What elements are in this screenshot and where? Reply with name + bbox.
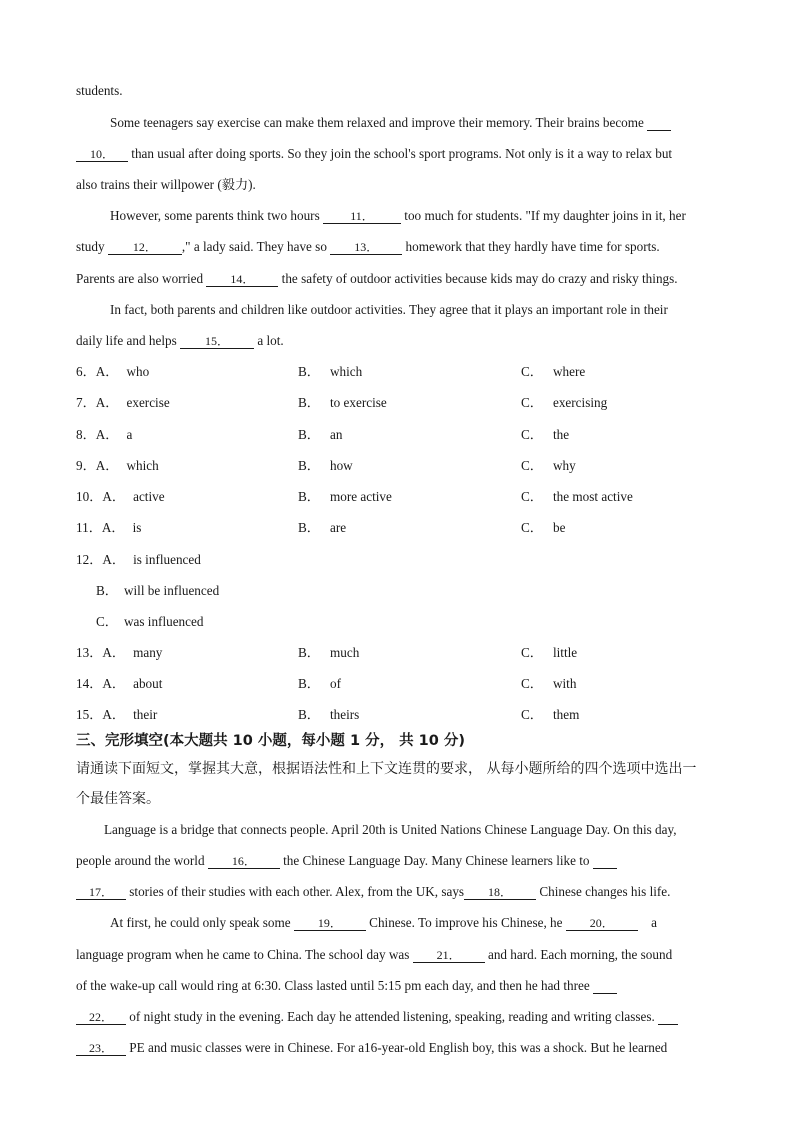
passage-line: [76, 82, 750, 100]
option-c[interactable]: where: [552, 364, 586, 379]
answer-blank[interactable]: [464, 885, 536, 900]
option-letter: C．: [521, 707, 543, 722]
passage-line: [76, 1008, 750, 1026]
text: than usual after doing sports. So they join the school's sport programs. Not only is it a way to relax but: [131, 146, 673, 161]
option-a[interactable]: active: [133, 489, 165, 504]
text: homework that they hardly have time for sports.: [405, 239, 660, 254]
option-b-group: [298, 457, 353, 475]
answer-blank[interactable]: [76, 147, 128, 162]
answer-blank[interactable]: [208, 854, 280, 869]
passage-line: [76, 946, 750, 964]
option-b[interactable]: how: [329, 458, 353, 473]
text: In fact, both parents and children like outdoor activities. They agree that it plays an important role in their: [110, 302, 668, 317]
answer-blank[interactable]: [413, 948, 485, 963]
option-c[interactable]: be: [552, 520, 566, 535]
option-c-group: [521, 675, 576, 693]
option-c-group: [521, 519, 565, 537]
option-b-group: [298, 488, 392, 506]
option-letter: C．: [521, 520, 543, 535]
option-b-group: [298, 519, 346, 537]
answer-blank[interactable]: [294, 916, 366, 931]
answer-blank[interactable]: [76, 1010, 126, 1025]
text: people around the world: [76, 853, 205, 868]
blank-number: 17．: [88, 885, 113, 899]
option-letter: B．: [298, 364, 320, 379]
option-letter: C．: [521, 458, 543, 473]
question-9: [76, 457, 159, 475]
question-number: 7．A．: [76, 395, 119, 410]
passage-line: [76, 1039, 750, 1057]
blank-number: 21．: [436, 948, 461, 962]
passage-line: [76, 270, 750, 288]
option-b-group: [298, 706, 359, 724]
passage-line: [76, 176, 750, 194]
option-letter: C．: [521, 364, 543, 379]
question-number: 11．A．: [76, 520, 125, 535]
text: However, some parents think two hours: [110, 208, 320, 223]
text: Chinese changes his life.: [539, 884, 671, 899]
question-14: [76, 675, 162, 693]
answer-blank[interactable]: [658, 1010, 678, 1025]
blank-number: 11．: [350, 209, 374, 223]
option-b-group: [96, 582, 219, 600]
question-6: [76, 363, 149, 381]
passage-line: [110, 301, 750, 319]
option-letter: C．: [521, 645, 543, 660]
option-b[interactable]: of: [329, 676, 341, 691]
option-letter: B．: [298, 520, 320, 535]
option-b[interactable]: are: [329, 520, 347, 535]
passage-line: [104, 821, 750, 839]
text: stories of their studies with each other. Alex, from the UK, says: [129, 884, 465, 899]
option-a[interactable]: a: [126, 427, 133, 442]
blank-number: 12．: [132, 240, 157, 254]
passage-line: [110, 114, 750, 132]
text: a lot.: [257, 333, 284, 348]
option-a[interactable]: exercise: [126, 395, 170, 410]
option-letter: C．: [96, 614, 118, 629]
passage-line: [76, 332, 750, 350]
question-12: [76, 551, 201, 569]
instructions: 请通读下面短文，掌握其大意，根据语法性和上下文连贯的要求， 从每小题所给的四个选项中选出一: [76, 761, 697, 777]
passage-line: [76, 977, 750, 995]
option-letter: B．: [298, 676, 320, 691]
option-a[interactable]: many: [133, 645, 163, 660]
option-letter: B．: [298, 458, 320, 473]
option-a[interactable]: who: [126, 364, 150, 379]
option-b[interactable]: which: [329, 364, 363, 379]
option-c[interactable]: the most active: [552, 489, 633, 504]
option-b[interactable]: an: [329, 427, 343, 442]
option-c-group: [521, 488, 633, 506]
text: students.: [76, 83, 123, 98]
text: language program when he came to China. The school day was: [76, 947, 410, 962]
text: Language is a bridge that connects people. April 20th is United Nations Chinese Language Day. On this day,: [104, 822, 677, 837]
text: ," a lady said. They have so: [181, 239, 327, 254]
blank-number: 14．: [230, 272, 255, 286]
option-a[interactable]: about: [133, 676, 163, 691]
text: also trains their willpower (毅力).: [76, 177, 256, 192]
option-letter: B．: [298, 489, 320, 504]
option-letter: B．: [298, 707, 320, 722]
text: and hard. Each morning, the sound: [487, 947, 673, 962]
blank-number: 10．: [89, 147, 114, 161]
blank-number: 19．: [317, 916, 342, 930]
option-c-group: [521, 426, 569, 444]
question-10: [76, 488, 165, 506]
option-b[interactable]: more active: [329, 489, 392, 504]
question-number: 9．A．: [76, 458, 119, 473]
option-b[interactable]: to exercise: [329, 395, 387, 410]
option-b-group: [298, 426, 342, 444]
option-letter: C．: [521, 676, 543, 691]
text: of the wake-up call would ring at 6:30. Class lasted until 5:15 pm each day, and then he had three: [76, 978, 590, 993]
text: daily life and helps: [76, 333, 177, 348]
text: too much for students. "If my daughter joins in it, her: [404, 208, 686, 223]
text: Chinese. To improve his Chinese, he: [369, 915, 563, 930]
option-c[interactable]: was influenced: [123, 614, 204, 629]
option-b[interactable]: will be influenced: [123, 583, 220, 598]
option-letter: B．: [298, 395, 320, 410]
question-number: 15．A．: [76, 707, 126, 722]
option-b-group: [298, 363, 362, 381]
question-13: [76, 644, 162, 662]
option-c-group: [521, 394, 607, 412]
passage-line: [76, 883, 750, 901]
answer-blank[interactable]: [323, 209, 401, 224]
question-number: 10．A．: [76, 489, 126, 504]
option-c-group: [521, 644, 577, 662]
option-b-group: [298, 394, 387, 412]
question-15: [76, 706, 157, 724]
passage-line: [110, 914, 750, 932]
section-heading: 三、完形填空(本大题共 10 小题，每小题 1 分， 共 10 分): [76, 733, 466, 749]
option-a[interactable]: which: [126, 458, 159, 473]
option-a[interactable]: their: [133, 707, 158, 722]
option-c[interactable]: the: [552, 427, 570, 442]
blank-number: 16．: [231, 854, 256, 868]
answer-blank[interactable]: [593, 854, 617, 869]
answer-blank[interactable]: [76, 1041, 126, 1056]
text: a: [651, 915, 657, 930]
answer-blank[interactable]: [330, 240, 402, 255]
option-letter: B．: [298, 427, 320, 442]
text: Some teenagers say exercise can make them relaxed and improve their memory. Their brains become: [110, 115, 644, 130]
passage-line: [110, 207, 750, 225]
answer-blank[interactable]: [76, 885, 126, 900]
option-letter: C．: [521, 427, 543, 442]
text: study: [76, 239, 105, 254]
text: PE and music classes were in Chinese. For a16-year-old English boy, this was a shock. But he learned: [129, 1040, 668, 1055]
blank-number: 13．: [354, 240, 379, 254]
answer-blank[interactable]: [647, 116, 671, 131]
blank-number: 20．: [589, 916, 614, 930]
option-c[interactable]: exercising: [552, 395, 608, 410]
question-number: 12．A．: [76, 552, 126, 567]
question-7: [76, 394, 170, 412]
option-b-group: [298, 675, 341, 693]
text: At first, he could only speak some: [110, 915, 291, 930]
answer-blank[interactable]: [566, 916, 638, 931]
instructions: 个最佳答案。: [76, 791, 160, 807]
question-number: 6．A．: [76, 364, 119, 379]
passage-line: [76, 145, 750, 163]
option-c-group: [96, 613, 203, 631]
option-a[interactable]: is: [132, 520, 142, 535]
question-number: 14．A．: [76, 676, 126, 691]
text: of night study in the evening. Each day he attended listening, speaking, reading and writing classes.: [129, 1009, 655, 1024]
text: Parents are also worried: [76, 271, 204, 286]
blank-number: 22．: [88, 1010, 113, 1024]
option-c-group: [521, 457, 576, 475]
question-number: 13．A．: [76, 645, 126, 660]
option-c-group: [521, 706, 579, 724]
answer-blank[interactable]: [206, 272, 278, 287]
answer-blank[interactable]: [108, 240, 182, 255]
option-c[interactable]: them: [552, 707, 580, 722]
option-c-group: [521, 363, 585, 381]
answer-blank[interactable]: [180, 334, 254, 349]
option-c[interactable]: with: [552, 676, 577, 691]
question-number: 8．A．: [76, 427, 119, 442]
option-letter: B．: [96, 583, 118, 598]
option-b[interactable]: theirs: [329, 707, 360, 722]
text: the safety of outdoor activities because kids may do crazy and risky things.: [281, 271, 678, 286]
question-8: [76, 426, 132, 444]
option-b[interactable]: much: [329, 645, 360, 660]
blank-number: 15．: [205, 334, 230, 348]
blank-number: 18．: [488, 885, 513, 899]
option-letter: B．: [298, 645, 320, 660]
text: the Chinese Language Day. Many Chinese learners like to: [283, 853, 590, 868]
option-c[interactable]: why: [552, 458, 576, 473]
option-c[interactable]: little: [552, 645, 578, 660]
blank-number: 23．: [88, 1041, 113, 1055]
option-letter: C．: [521, 395, 543, 410]
passage-line: [76, 852, 750, 870]
option-letter: C．: [521, 489, 543, 504]
passage-line: [76, 238, 750, 256]
option-a[interactable]: is influenced: [133, 552, 201, 567]
question-11: [76, 519, 141, 537]
answer-blank[interactable]: [593, 979, 617, 994]
option-b-group: [298, 644, 359, 662]
